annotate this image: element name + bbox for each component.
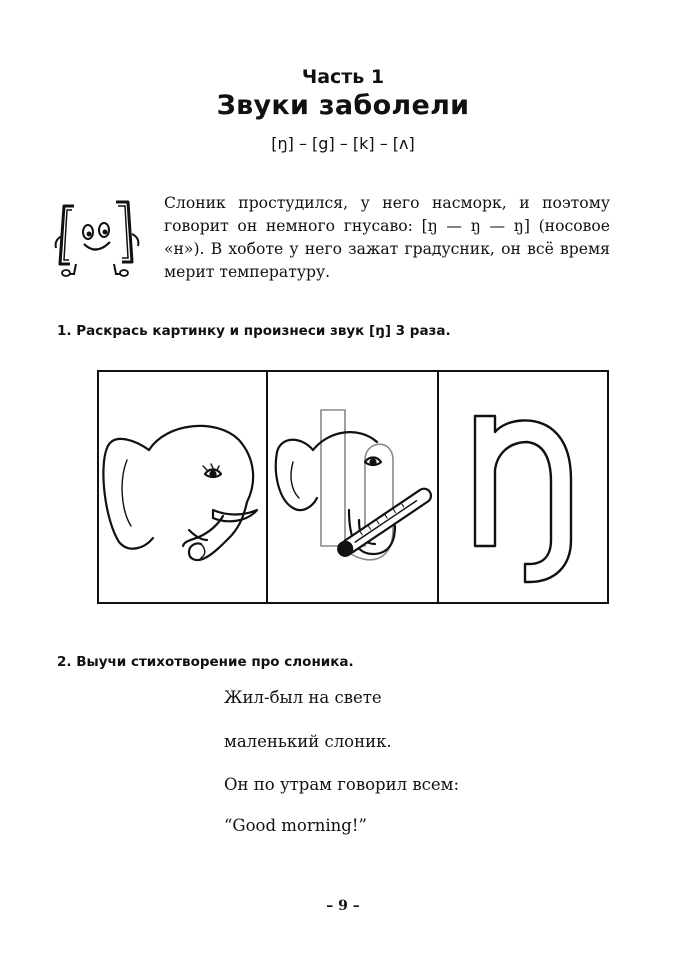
poem-line: маленький слоник. bbox=[224, 732, 392, 751]
intro-paragraph: Слоник простудился, у него насморк, и поэтому говорит он немного гнусаво: [ŋ — ŋ — ŋ] (носовое «н»). В хоботе у него зажат градусник, он всё время мерит температуру. bbox=[164, 194, 610, 281]
page-title: Звуки заболели bbox=[216, 90, 470, 121]
poem-line: Жил-был на свете bbox=[224, 688, 382, 707]
coloring-panels bbox=[97, 370, 609, 604]
poem-line: “Good morning!” bbox=[224, 816, 367, 835]
phonetic-bracket-character-icon bbox=[52, 196, 144, 280]
task-2-instruction: 2. Выучи стихотворение про слоника. bbox=[57, 654, 354, 670]
task-1-instruction: 1. Раскрась картинку и произнеси звук [ŋ] 3 раза. bbox=[57, 323, 451, 339]
page-number: – 9 – bbox=[326, 898, 360, 914]
part-label: Часть 1 bbox=[301, 66, 385, 88]
phonetic-sequence: [ŋ] – [g] – [k] – [ʌ] bbox=[271, 134, 415, 153]
poem-line: Он по утрам говорил всем: bbox=[224, 775, 460, 794]
